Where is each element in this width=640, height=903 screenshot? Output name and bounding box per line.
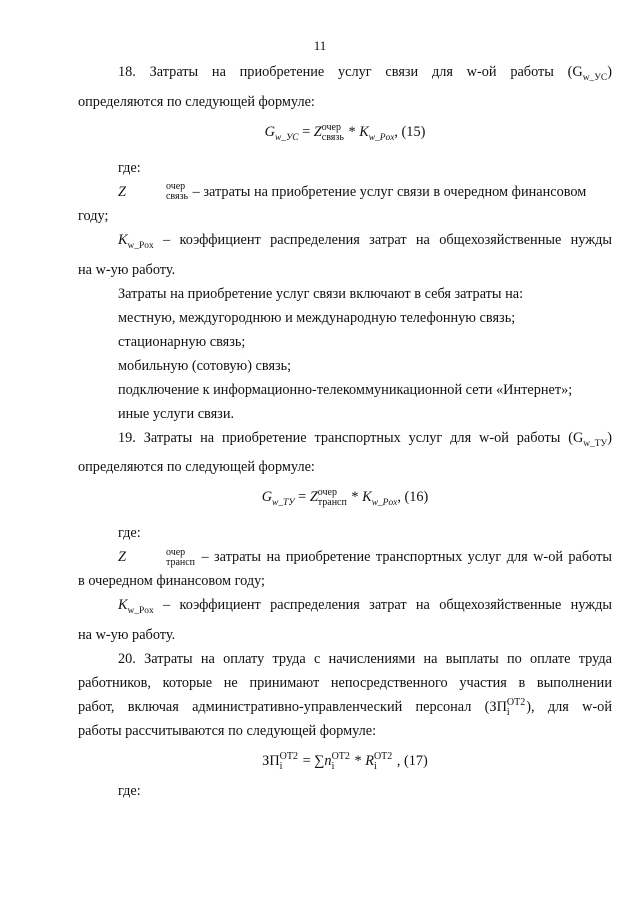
s20-heading-cont-1: работников, которые не принимают непосредственного участия в выполнении <box>78 675 612 692</box>
s18-includes: Затраты на приобретение услуг связи включают в себя затраты на: <box>118 285 524 302</box>
list-item: иные услуги связи. <box>118 405 235 422</box>
s20-heading-cont-3: работы рассчитываются по следующей формуле: <box>78 723 377 740</box>
formula-16: $G_{w\_ТУ} = Z$ очер трансп * $K_{w\_Pox}$, (16) <box>261 487 429 509</box>
s20-heading: 20. Затраты на оплату труда с начислениями на выплаты по оплате труда <box>118 651 612 668</box>
s18-item-list <box>78 306 612 426</box>
formula-17: ЗП ОТ2 i = ∑n ОТ2 i * R ОТ2 i , (17) <box>262 750 428 772</box>
s19-def-z: Z очер трансп – затраты на приобретение транспортных услуг для w-ой работы <box>118 547 612 569</box>
s19-heading-cont: определяются по следующей формуле: <box>78 459 315 476</box>
s18-where: где: <box>118 159 141 176</box>
s18-def-k: $K_{w\_Pox}$ – коэффициент распределения затрат на общехозяйственные нужды <box>118 231 612 251</box>
s20-heading-cont-2: работ, включая административно-управленческий персонал (ЗП ОТ2 i ), для w-ой <box>78 696 612 718</box>
page-number: 11 <box>313 38 327 53</box>
list-item: стационарную связь; <box>118 333 246 350</box>
s18-def-z: Z очер связь – затраты на приобретение услуг связи в очередном финансовом году; <box>78 181 587 224</box>
s19-def-k-cont: на w-ую работу. <box>78 627 176 644</box>
formula-15: $G_{w\_УС} = Z$ очер связь * $K_{w\_Pox}$, (15) <box>264 121 426 143</box>
s18-heading-cont: определяются по следующей формуле: <box>78 93 315 110</box>
list-item: местную, междугороднюю и международную телефонную связь; <box>118 309 516 326</box>
list-item: мобильную (сотовую) связь; <box>118 357 292 374</box>
s20-where: где: <box>118 783 141 800</box>
list-item: подключение к информационно-телекоммуникационной сети «Интернет»; <box>118 381 573 398</box>
page-content <box>78 60 612 803</box>
s18-def-k-cont: на w-ую работу. <box>78 261 176 278</box>
s19-def-z-cont: в очередном финансовом году; <box>78 573 266 590</box>
s18-heading: 18. Затраты на приобретение услуг связи для w-ой работы $(G_{w\_УС})$ <box>118 64 612 83</box>
s19-heading: 19. Затраты на приобретение транспортных услуг для w-ой работы $(G_{w\_ТУ})$ <box>118 429 612 449</box>
s19-where: где: <box>118 525 141 542</box>
s19-def-k: $K_{w\_Pox}$ – коэффициент распределения затрат на общехозяйственные нужды <box>118 597 612 617</box>
